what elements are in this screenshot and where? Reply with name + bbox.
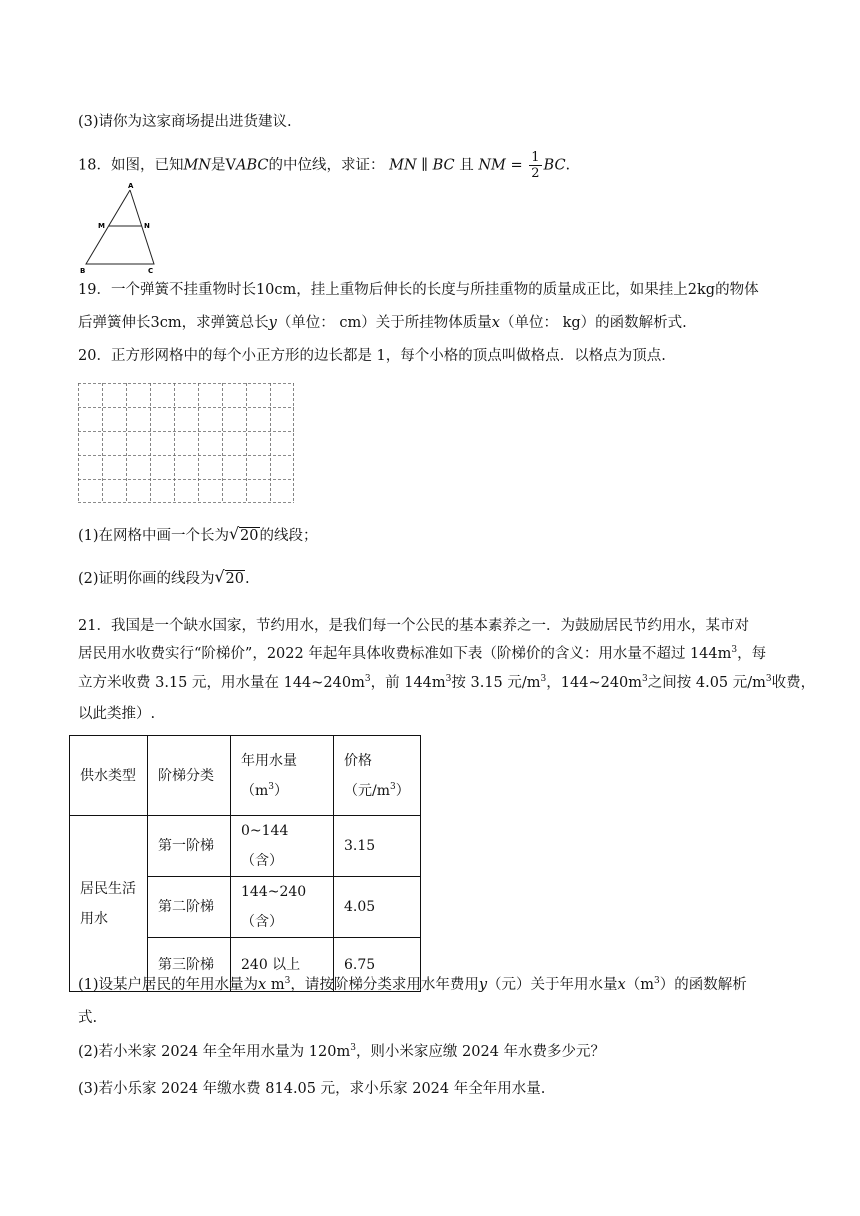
q18-statement: 18．如图，已知MN是VABC的中位线，求证： MN ∥ BC 且 NM = $\frac{1}{2}$ BC. xyxy=(78,150,571,181)
q17-part3: (3)请你为这家商场提出进货建议. xyxy=(78,114,292,130)
label-b: B xyxy=(80,267,86,275)
sqrt-20: √ 20 xyxy=(229,524,259,544)
sqrt-20: √ 20 xyxy=(214,567,244,587)
cell-range: 0~144（含） xyxy=(231,816,334,877)
label-n: N xyxy=(144,222,150,230)
header-supply-type: 供水类型 xyxy=(70,736,148,816)
q20-statement: 20．正方形网格中的每个小正方形的边长都是 1，每个小格的顶点叫做格点．以格点为顶点. xyxy=(78,348,666,364)
label-c: C xyxy=(148,267,154,275)
q20-part1: (1)在网格中画一个长为 √ 20的线段； xyxy=(78,524,318,544)
fraction-one-half: $\frac{1}{2}$ xyxy=(531,150,540,181)
label-a: A xyxy=(128,182,134,190)
cell-tier: 第二阶梯 xyxy=(148,877,231,938)
q20-part2: (2)证明你画的线段为 √ 20. xyxy=(78,567,250,587)
q21-part1-cont: 式. xyxy=(78,1010,98,1026)
q21-line4: 以此类推）. xyxy=(78,706,156,722)
q21-line2: 居民用水收费实行“阶梯价”，2022 年起年具体收费标准如下表（阶梯价的含义：用水量不超过 $144m^3$，每 xyxy=(78,645,767,662)
q19-line2: 后弹簧伸长3cm，求弹簧总长y（单位： cm）关于所挂物体质量x（单位： kg）的函数解析式. xyxy=(78,315,687,331)
cell-price: 6.75 xyxy=(334,938,421,992)
header-tier: 阶梯分类 xyxy=(148,736,231,816)
cell-price: 3.15 xyxy=(334,816,421,877)
q21-part2: (2)若小米家 2024 年全年用水量为 $120m^3$，则小米家应缴 2024 年水费多少元？ xyxy=(78,1043,606,1060)
q21-line1: 21．我国是一个缺水国家，节约用水，是我们每一个公民的基本素养之一．为鼓励居民节约用水，某市对 xyxy=(78,618,749,634)
dashed-grid xyxy=(78,383,296,503)
cell-price: 4.05 xyxy=(334,877,421,938)
q19-line1: 19．一个弹簧不挂重物时长10cm，挂上重物后伸长的长度与所挂重物的质量成正比，如果挂上2kg的物体 xyxy=(78,282,759,298)
water-price-table xyxy=(69,735,421,992)
q21-line3: 立方米收费 3.15 元，用水量在 $144\sim 240m^3$，前 $144m^3$按 3.15 元$/m^3$，$144\sim 240m^3$之间按 4.05 元$/m^3$收费， xyxy=(78,674,816,691)
triangle-figure xyxy=(74,180,164,275)
q21-part1: (1)设某户居民的年用水量为x $m^3$，请按阶梯分类求用水年费用y（元）关于年用水量$x(m^3)$的函数解析 xyxy=(78,976,747,993)
label-m: M xyxy=(98,222,105,230)
cell-tier: 第一阶梯 xyxy=(148,816,231,877)
header-price: 价格 （元$/m^3$） xyxy=(334,736,421,816)
cell-range: 240 以上 xyxy=(231,938,334,992)
header-volume: 年用水量 $(m^3)$ xyxy=(231,736,334,816)
q21-part3: (3)若小乐家 2024 年缴水费 814.05 元，求小乐家 2024 年全年用水量. xyxy=(78,1081,546,1097)
cell-supply-type: 居民生活 用水 xyxy=(70,816,148,992)
cell-tier: 第三阶梯 xyxy=(148,938,231,992)
cell-range: 144~240（含） xyxy=(231,877,334,938)
